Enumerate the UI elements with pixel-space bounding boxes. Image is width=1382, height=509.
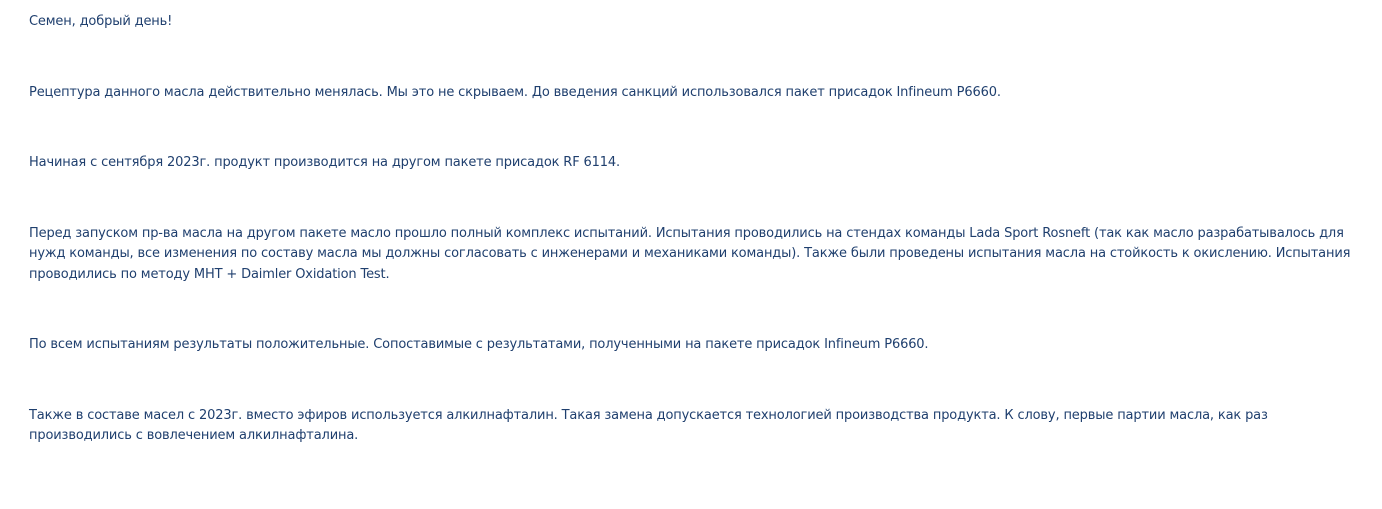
message-body (29, 12, 1354, 497)
greeting-text: Семен, добрый день! (29, 14, 173, 29)
paragraph-testing: Перед запуском пр-ва масла на другом пакете масло прошло полный комплекс испытаний. Испытания проводились на стендах команды Lada Sport Rosneft (так как масло разрабатывалось для нужд команды, все изменения по составу масла мы должны согласовать с инженерами и механиками команды). Также были проведены испытания масла на стойкость к окислению. Испытания проводились по методу МНТ + Daimler Oxidation Test. (29, 225, 1351, 282)
paragraph-alkylnaphthalene: Также в составе масел с 2023г. вместо эфиров используется алкилнафталин. Такая замена допускается технологией производства продукта. К слову, первые партии масла, как раз производились с вовлечением алкилнафталина. (29, 407, 1268, 443)
paragraph-new-additive-package: Начиная с сентября 2023г. продукт производится на другом пакете присадок RF 6114. (29, 155, 620, 170)
paragraph-recipe-change: Рецептура данного масла действительно менялась. Мы это не скрываем. До введения санкций использовался пакет присадок Infineum P6660. (29, 84, 1001, 100)
paragraph-results: По всем испытаниям результаты положительные. Сопоставимые с результатами, полученными на пакете присадок Infineum P6660. (29, 337, 929, 352)
